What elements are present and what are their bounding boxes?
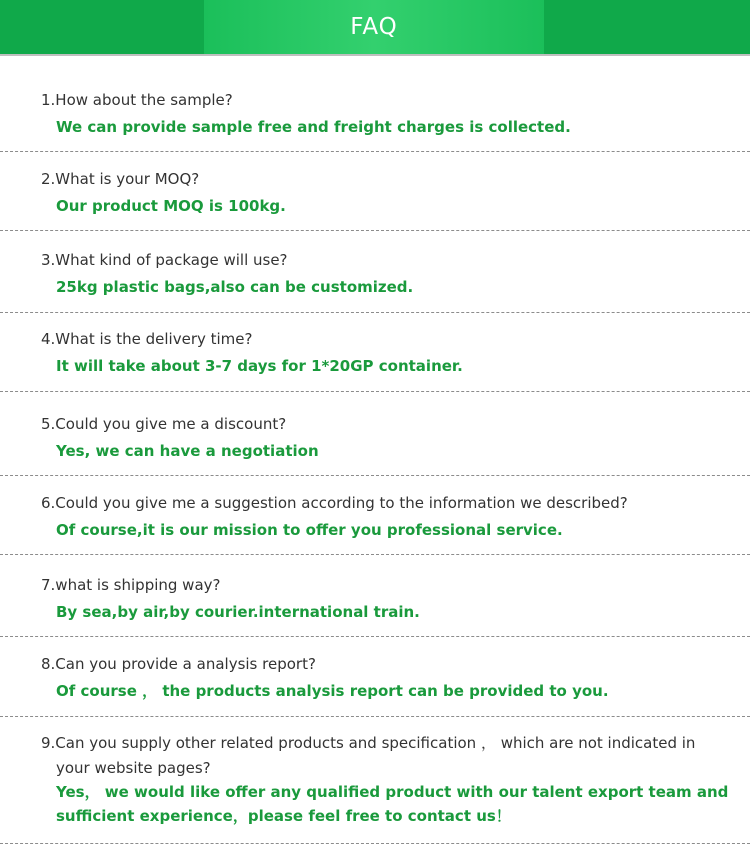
faq-answer-8: Of course ， the products analysis report can be provided to you. xyxy=(56,682,609,700)
faq-header-title: FAQ xyxy=(350,14,398,40)
faq-answer-9-line-2: sufficient experience，please feel free to contact us！ xyxy=(56,807,511,825)
faq-answer-7: By sea,by air,by courier.international train. xyxy=(56,603,420,621)
faq-divider-9 xyxy=(0,843,750,844)
faq-question-3: 3.What kind of package will use? xyxy=(41,251,288,269)
faq-divider-7 xyxy=(0,636,750,637)
faq-divider-1 xyxy=(0,151,750,152)
faq-divider-8 xyxy=(0,716,750,717)
faq-header-title-panel xyxy=(204,0,544,54)
faq-question-7: 7.what is shipping way? xyxy=(41,576,221,594)
faq-answer-5: Yes, we can have a negotiation xyxy=(56,442,319,460)
faq-question-9-line-2: your website pages? xyxy=(56,759,211,777)
faq-question-8: 8.Can you provide a analysis report? xyxy=(41,655,316,673)
faq-header-bar xyxy=(0,0,750,54)
header-divider xyxy=(0,54,750,56)
faq-divider-2 xyxy=(0,230,750,231)
faq-divider-5 xyxy=(0,475,750,476)
faq-answer-3: 25kg plastic bags,also can be customized. xyxy=(56,278,414,296)
faq-question-6: 6.Could you give me a suggestion according to the information we described? xyxy=(41,494,628,512)
faq-question-9-line-1: 9.Can you supply other related products and specification ， which are not indicated in xyxy=(41,734,696,752)
faq-answer-1: We can provide sample free and freight charges is collected. xyxy=(56,118,571,136)
faq-divider-6 xyxy=(0,554,750,555)
faq-question-1: 1.How about the sample? xyxy=(41,91,233,109)
faq-question-2: 2.What is your MOQ? xyxy=(41,170,200,188)
faq-question-4: 4.What is the delivery time? xyxy=(41,330,253,348)
faq-answer-9-line-1: Yes， we would like offer any qualified product with our talent export team and xyxy=(56,783,729,801)
faq-question-5: 5.Could you give me a discount? xyxy=(41,415,287,433)
faq-answer-6: Of course,it is our mission to offer you professional service. xyxy=(56,521,563,539)
faq-answer-4: It will take about 3-7 days for 1*20GP container. xyxy=(56,357,463,375)
faq-divider-4 xyxy=(0,391,750,392)
faq-divider-3 xyxy=(0,312,750,313)
faq-answer-2: Our product MOQ is 100kg. xyxy=(56,197,286,215)
